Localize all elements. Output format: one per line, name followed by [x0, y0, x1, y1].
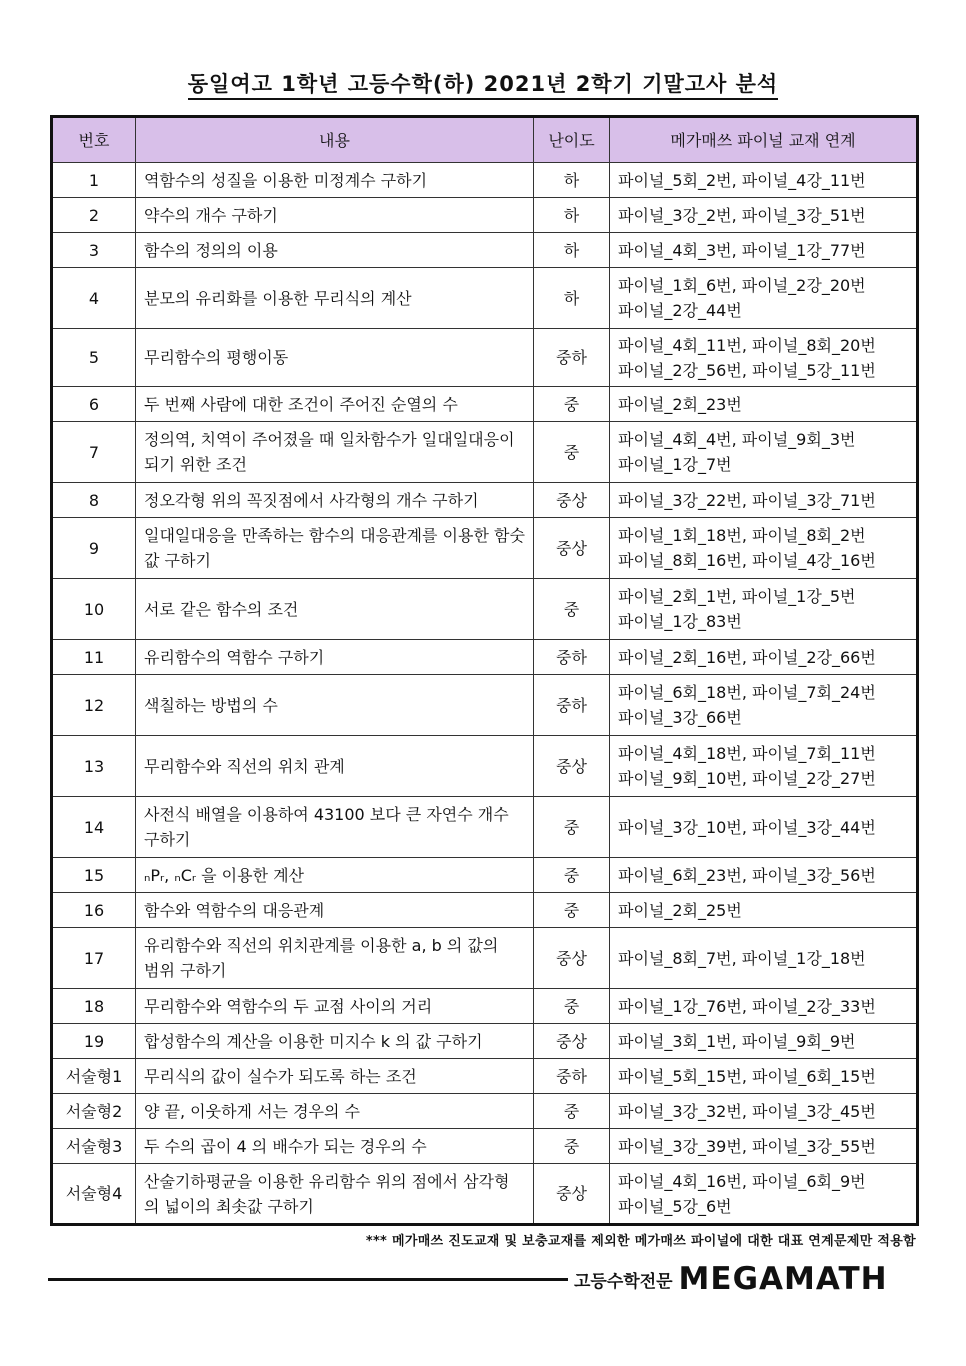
table-row — [52, 1024, 918, 1059]
row-content: 분모의 유리화를 이용한 무리식의 계산 — [136, 268, 534, 329]
row-link: 파이널_2회_25번 — [610, 893, 918, 928]
row-link: 파이널_4회_3번, 파이널_1강_77번 — [610, 233, 918, 268]
row-link: 파이널_3강_22번, 파이널_3강_71번 — [610, 483, 918, 518]
table-row — [52, 1059, 918, 1094]
row-number: 17 — [52, 928, 136, 989]
row-number: 2 — [52, 198, 136, 233]
table-row — [52, 675, 918, 736]
row-link: 파이널_2회_16번, 파이널_2강_66번 — [610, 640, 918, 675]
row-content: 사전식 배열을 이용하여 43100 보다 큰 자연수 개수 구하기 — [136, 797, 534, 858]
table-row — [52, 893, 918, 928]
row-number: 서술형2 — [52, 1094, 136, 1129]
row-number: 4 — [52, 268, 136, 329]
footer-divider — [48, 1278, 568, 1281]
row-number: 7 — [52, 422, 136, 483]
row-number: 18 — [52, 989, 136, 1024]
table-row — [52, 1129, 918, 1164]
row-number: 19 — [52, 1024, 136, 1059]
row-number: 11 — [52, 640, 136, 675]
footnote: *** 메가매쓰 진도교재 및 보충교재를 제외한 메가매쓰 파이널에 대한 대표 연계문제만 적용함 — [365, 1234, 916, 1249]
row-link: 파이널_4회_18번, 파이널_7회_11번 파이널_9회_10번, 파이널_2강_27번 — [610, 736, 918, 797]
row-link: 파이널_2회_23번 — [610, 387, 918, 422]
row-difficulty: 중상 — [534, 518, 610, 579]
table-header-row — [52, 117, 918, 163]
row-difficulty: 중하 — [534, 640, 610, 675]
row-content: 서로 같은 함수의 조건 — [136, 579, 534, 640]
row-number: 6 — [52, 387, 136, 422]
table-row — [52, 1094, 918, 1129]
table-row — [52, 736, 918, 797]
row-content: 색칠하는 방법의 수 — [136, 675, 534, 736]
row-link: 파이널_4회_11번, 파이널_8회_20번 파이널_2강_56번, 파이널_5강_11번 — [610, 329, 918, 387]
row-difficulty: 중 — [534, 797, 610, 858]
row-number: 16 — [52, 893, 136, 928]
header-difficulty: 난이도 — [534, 117, 610, 163]
table-row — [52, 640, 918, 675]
table-row — [52, 422, 918, 483]
table-row — [52, 858, 918, 893]
row-link: 파이널_1회_6번, 파이널_2강_20번 파이널_2강_44번 — [610, 268, 918, 329]
row-content: ₙPᵣ, ₙCᵣ 을 이용한 계산 — [136, 858, 534, 893]
brand — [574, 1262, 918, 1296]
row-content: 두 번째 사람에 대한 조건이 주어진 순열의 수 — [136, 387, 534, 422]
row-difficulty: 중 — [534, 989, 610, 1024]
row-difficulty: 중 — [534, 387, 610, 422]
row-difficulty: 중하 — [534, 329, 610, 387]
row-number: 서술형1 — [52, 1059, 136, 1094]
row-content: 산술기하평균을 이용한 유리함수 위의 점에서 삼각형 의 넓이의 최솟값 구하기 — [136, 1164, 534, 1225]
row-difficulty: 중 — [534, 579, 610, 640]
row-difficulty: 하 — [534, 198, 610, 233]
table-row — [52, 163, 918, 198]
table-row — [52, 483, 918, 518]
row-link: 파이널_3회_1번, 파이널_9회_9번 — [610, 1024, 918, 1059]
row-link: 파이널_1강_76번, 파이널_2강_33번 — [610, 989, 918, 1024]
table-row — [52, 797, 918, 858]
row-number: 13 — [52, 736, 136, 797]
page-title: 동일여고 1학년 고등수학(하) 2021년 2학기 기말고사 분석 — [0, 68, 966, 98]
row-content: 약수의 개수 구하기 — [136, 198, 534, 233]
table-body — [52, 163, 918, 1225]
row-content: 무리식의 값이 실수가 되도록 하는 조건 — [136, 1059, 534, 1094]
table-row — [52, 1164, 918, 1225]
row-content: 역함수의 성질을 이용한 미정계수 구하기 — [136, 163, 534, 198]
row-content: 두 수의 곱이 4 의 배수가 되는 경우의 수 — [136, 1129, 534, 1164]
row-number: 5 — [52, 329, 136, 387]
row-content: 일대일대응을 만족하는 함수의 대응관계를 이용한 함숫 값 구하기 — [136, 518, 534, 579]
row-number: 10 — [52, 579, 136, 640]
row-link: 파이널_5회_15번, 파이널_6회_15번 — [610, 1059, 918, 1094]
row-difficulty: 하 — [534, 268, 610, 329]
row-number: 15 — [52, 858, 136, 893]
row-content: 정오각형 위의 꼭짓점에서 사각형의 개수 구하기 — [136, 483, 534, 518]
row-difficulty: 중하 — [534, 1059, 610, 1094]
row-link: 파이널_3강_32번, 파이널_3강_45번 — [610, 1094, 918, 1129]
row-difficulty: 중상 — [534, 483, 610, 518]
row-content: 정의역, 치역이 주어졌을 때 일차함수가 일대일대응이 되기 위한 조건 — [136, 422, 534, 483]
row-link: 파이널_2회_1번, 파이널_1강_5번 파이널_1강_83번 — [610, 579, 918, 640]
row-content: 무리함수와 역함수의 두 교점 사이의 거리 — [136, 989, 534, 1024]
row-difficulty: 중 — [534, 893, 610, 928]
row-difficulty: 중 — [534, 1094, 610, 1129]
row-content: 함수와 역함수의 대응관계 — [136, 893, 534, 928]
row-content: 무리함수의 평행이동 — [136, 329, 534, 387]
row-number: 12 — [52, 675, 136, 736]
table-row — [52, 233, 918, 268]
row-difficulty: 중상 — [534, 1024, 610, 1059]
row-content: 합성함수의 계산을 이용한 미지수 k 의 값 구하기 — [136, 1024, 534, 1059]
row-number: 14 — [52, 797, 136, 858]
row-link: 파이널_3강_39번, 파이널_3강_55번 — [610, 1129, 918, 1164]
table-row — [52, 329, 918, 387]
row-number: 8 — [52, 483, 136, 518]
row-number: 서술형4 — [52, 1164, 136, 1225]
table-row — [52, 268, 918, 329]
table-row — [52, 387, 918, 422]
row-difficulty: 중상 — [534, 736, 610, 797]
table-row — [52, 928, 918, 989]
row-link: 파이널_4회_16번, 파이널_6회_9번 파이널_5강_6번 — [610, 1164, 918, 1225]
row-number: 서술형3 — [52, 1129, 136, 1164]
row-difficulty: 중하 — [534, 675, 610, 736]
row-content: 양 끝, 이웃하게 서는 경우의 수 — [136, 1094, 534, 1129]
row-difficulty: 중 — [534, 422, 610, 483]
row-content: 무리함수와 직선의 위치 관계 — [136, 736, 534, 797]
header-content: 내용 — [136, 117, 534, 163]
row-link: 파이널_4회_4번, 파이널_9회_3번 파이널_1강_7번 — [610, 422, 918, 483]
brand-subtitle: 고등수학전문 — [574, 1271, 673, 1292]
table-row — [52, 989, 918, 1024]
row-link: 파이널_3강_10번, 파이널_3강_44번 — [610, 797, 918, 858]
table-row — [52, 518, 918, 579]
row-difficulty: 중 — [534, 1129, 610, 1164]
table-row — [52, 198, 918, 233]
row-difficulty: 하 — [534, 233, 610, 268]
row-number: 9 — [52, 518, 136, 579]
header-no: 번호 — [52, 117, 136, 163]
row-link: 파이널_6회_23번, 파이널_3강_56번 — [610, 858, 918, 893]
brand-logo: MEGAMATH — [678, 1261, 888, 1297]
row-difficulty: 하 — [534, 163, 610, 198]
row-link: 파이널_3강_2번, 파이널_3강_51번 — [610, 198, 918, 233]
row-content: 유리함수의 역함수 구하기 — [136, 640, 534, 675]
row-number: 1 — [52, 163, 136, 198]
row-link: 파이널_6회_18번, 파이널_7회_24번 파이널_3강_66번 — [610, 675, 918, 736]
row-difficulty: 중상 — [534, 928, 610, 989]
header-link: 메가매쓰 파이널 교재 연계 — [610, 117, 918, 163]
row-link: 파이널_5회_2번, 파이널_4강_11번 — [610, 163, 918, 198]
row-number: 3 — [52, 233, 136, 268]
row-link: 파이널_1회_18번, 파이널_8회_2번 파이널_8회_16번, 파이널_4강_16번 — [610, 518, 918, 579]
row-content: 함수의 정의의 이용 — [136, 233, 534, 268]
table-row — [52, 579, 918, 640]
row-difficulty: 중상 — [534, 1164, 610, 1225]
analysis-table — [50, 115, 919, 1226]
row-link: 파이널_8회_7번, 파이널_1강_18번 — [610, 928, 918, 989]
row-difficulty: 중 — [534, 858, 610, 893]
row-content: 유리함수와 직선의 위치관계를 이용한 a, b 의 값의 범위 구하기 — [136, 928, 534, 989]
